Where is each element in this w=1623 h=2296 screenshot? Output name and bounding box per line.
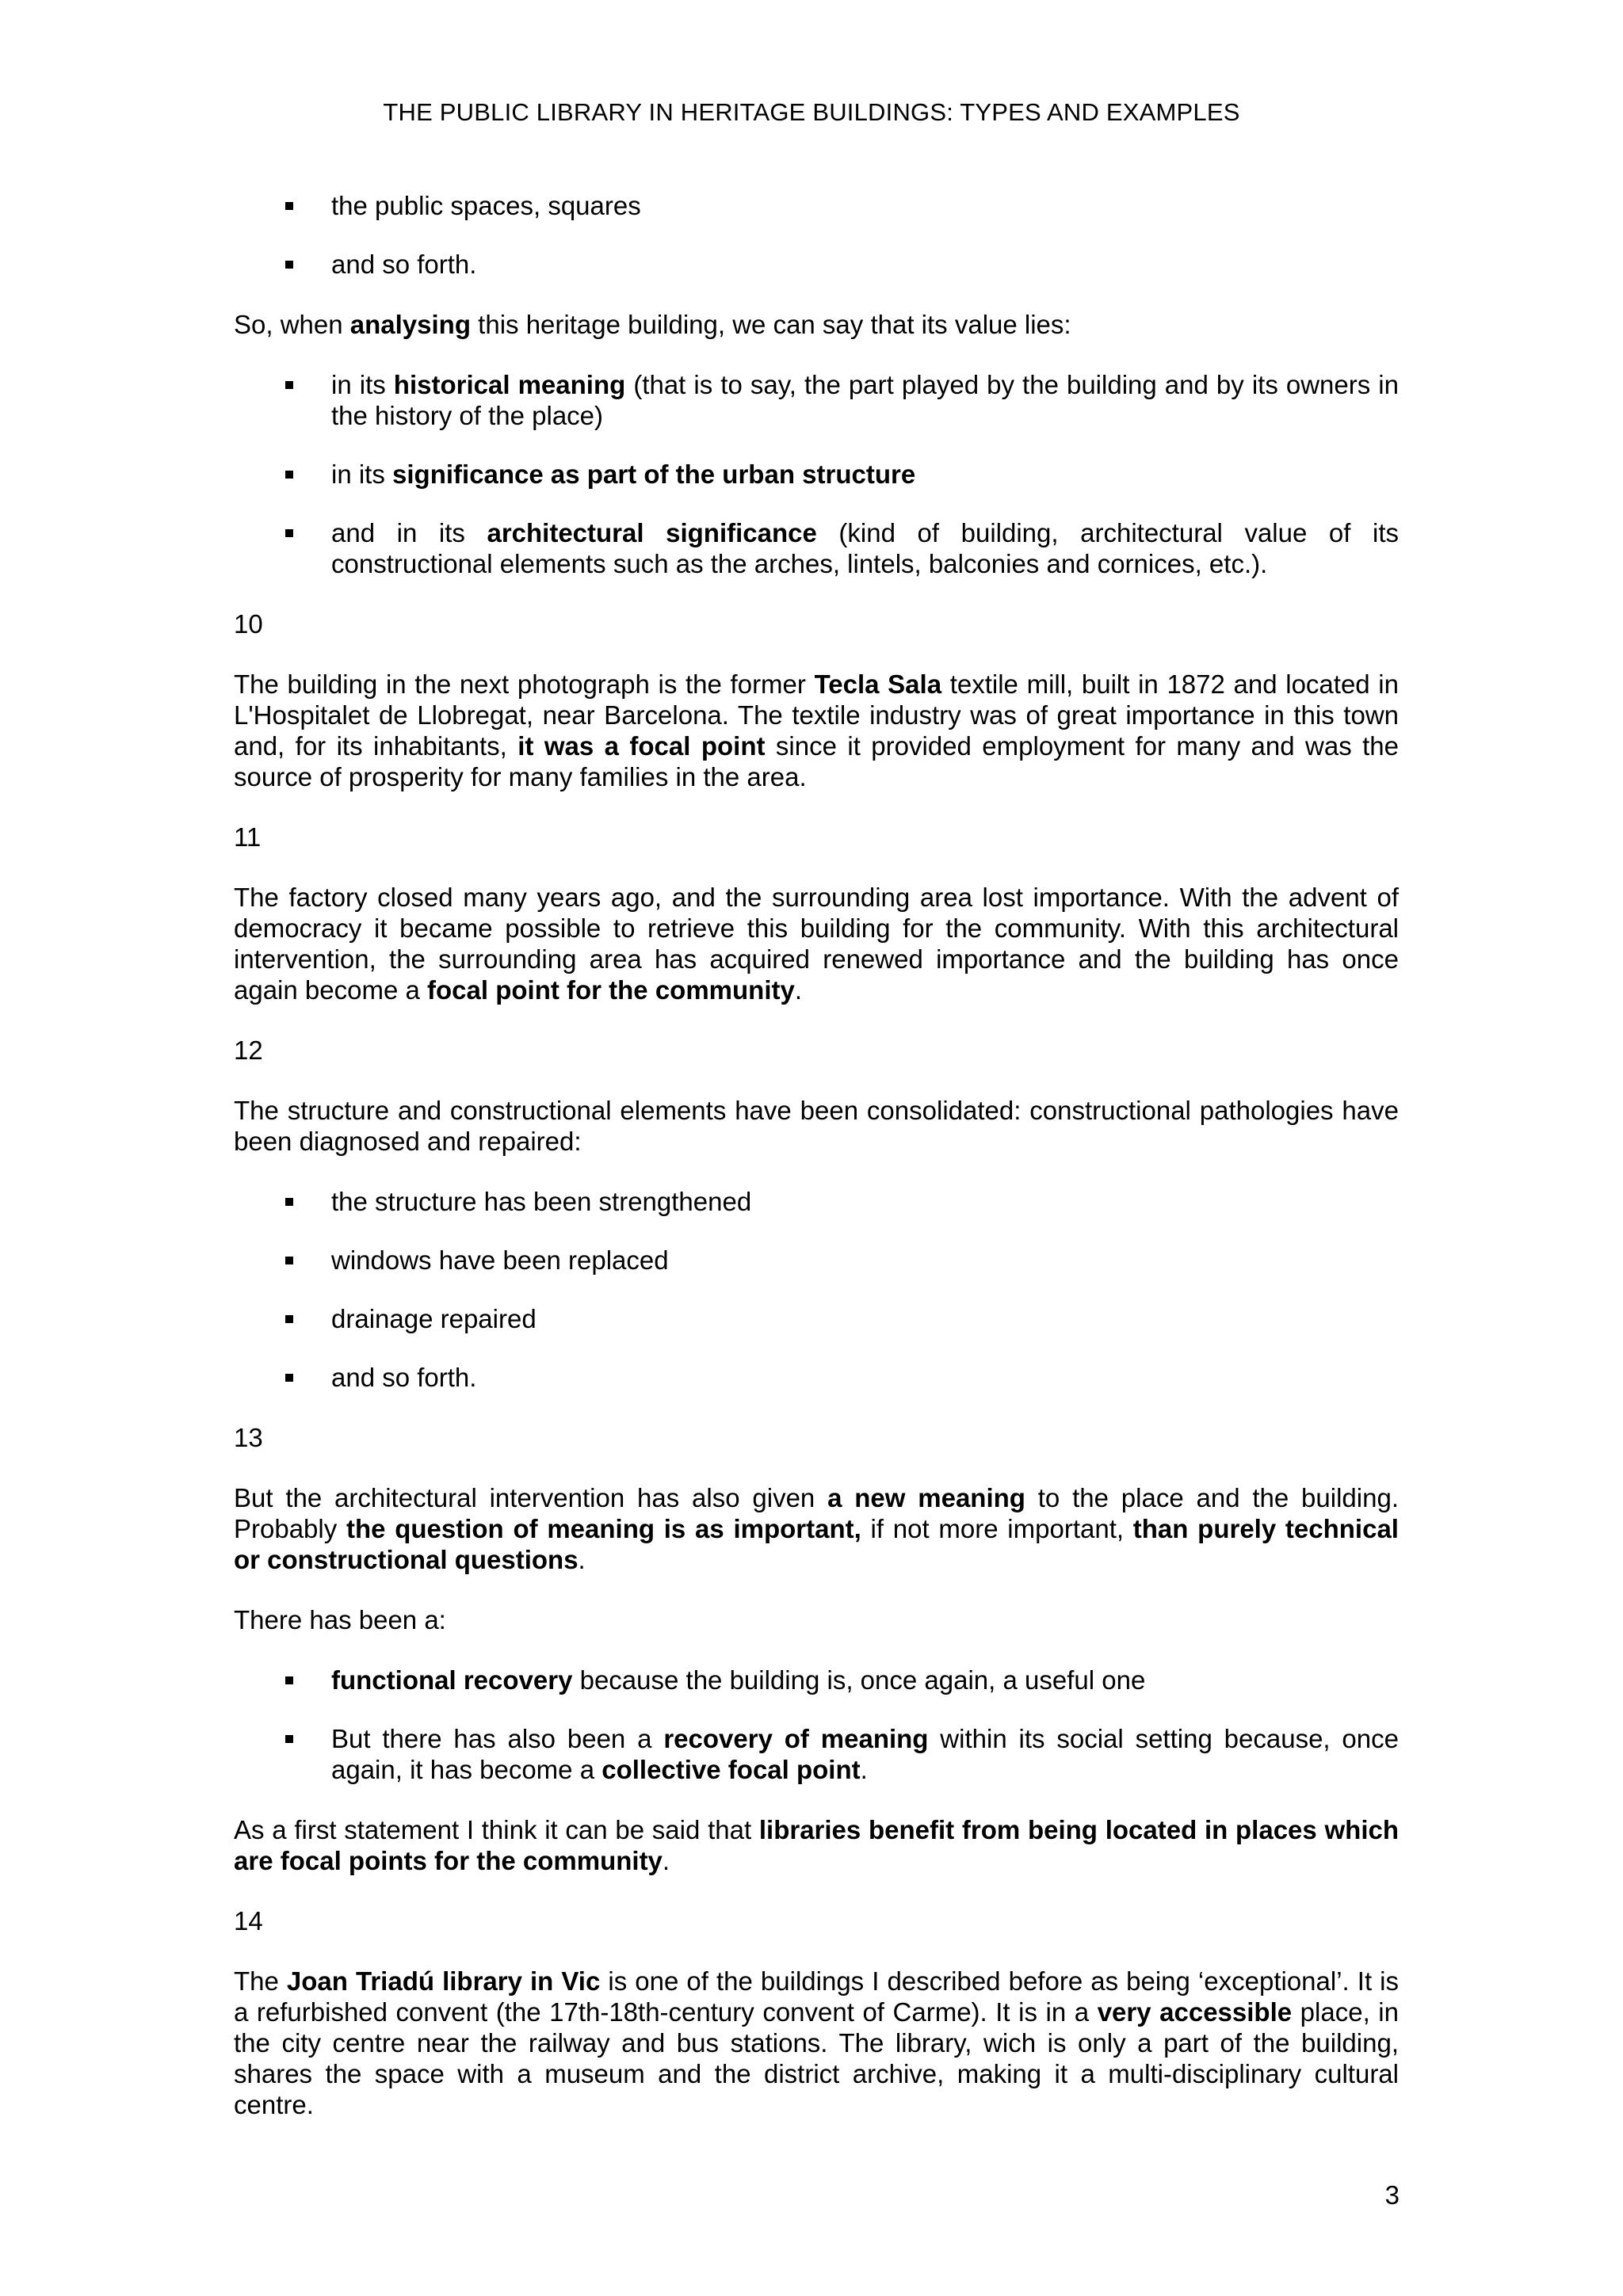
list-item: drainage repaired bbox=[234, 1303, 1399, 1334]
square-bullet-icon bbox=[285, 1735, 293, 1743]
list-item: in its significance as part of the urban structure bbox=[234, 459, 1399, 490]
bullet-list-value bbox=[234, 369, 1399, 579]
square-bullet-icon bbox=[285, 1315, 293, 1323]
slide-number: 10 bbox=[234, 609, 263, 639]
paragraph-first-statement: As a first statement I think it can be said that libraries benefit from being located in places which are focal points for the community. bbox=[234, 1815, 1399, 1875]
paragraph-factory: The factory closed many years ago, and the surrounding area lost importance. With the advent of democracy it became possible to retrieve this building for the community. With this architectural intervention, the surrounding area has acquired renewed importance and the building has once again become a focal point for the community. bbox=[234, 883, 1399, 1005]
square-bullet-icon bbox=[285, 1257, 293, 1264]
square-bullet-icon bbox=[285, 471, 293, 479]
list-item: and so forth. bbox=[234, 1362, 1399, 1393]
square-bullet-icon bbox=[285, 1198, 293, 1206]
page-number: 3 bbox=[1384, 2180, 1400, 2210]
list-item: windows have been replaced bbox=[234, 1245, 1399, 1276]
slide-number: 14 bbox=[234, 1906, 263, 1936]
square-bullet-icon bbox=[285, 202, 293, 210]
slide-number: 11 bbox=[234, 822, 262, 852]
list-item: functional recovery because the building is, once again, a useful one bbox=[234, 1665, 1399, 1695]
paragraph-structure: The structure and constructional elements have been consolidated: constructional pathologies have been diagnosed and repaired: bbox=[234, 1096, 1399, 1156]
square-bullet-icon bbox=[285, 381, 293, 389]
running-header: THE PUBLIC LIBRARY IN HERITAGE BUILDINGS: TYPES AND EXAMPLES bbox=[383, 98, 1240, 126]
paragraph-there-has-been: There has been a: bbox=[234, 1605, 446, 1634]
square-bullet-icon bbox=[285, 261, 293, 269]
square-bullet-icon bbox=[285, 1676, 293, 1684]
square-bullet-icon bbox=[285, 1374, 293, 1382]
paragraph-joan-triadu: The Joan Triadú library in Vic is one of the buildings I described before as being ‘exceptional’. It is a refurbished convent (the 17th-18th-century convent of Carme). It is in a very accessible place, in the city centre near the railway and bus stations. The library, wich is only a part of the building, shares the space with a museum and the district archive, making it a multi-disciplinary cultural centre. bbox=[234, 1966, 1399, 2119]
paragraph-meaning: But the architectural intervention has also given a new meaning to the place and the building. Probably the question of meaning is as important, if not more important, than purely technical or constructional questions. bbox=[234, 1483, 1399, 1574]
paragraph-value: So, when analysing this heritage building, we can say that its value lies: bbox=[234, 310, 1071, 339]
body-text bbox=[234, 190, 1399, 2149]
paragraph-tecla-sala: The building in the next photograph is the former Tecla Sala textile mill, built in 1872 and located in L'Hospitalet de Llobregat, near Barcelona. The textile industry was of great importance in this town and, for its inhabitants, it was a focal point since it provided employment for many and was the source of prosperity for many families in the area. bbox=[234, 669, 1399, 791]
list-item: and so forth. bbox=[234, 249, 1399, 280]
list-item: the structure has been strengthened bbox=[234, 1186, 1399, 1217]
bullet-list-recovery bbox=[234, 1665, 1399, 1785]
slide-number: 13 bbox=[234, 1423, 263, 1452]
list-item: and in its architectural significance (kind of building, architectural value of its constructional elements such as the arches, lintels, balconies and cornices, etc.). bbox=[234, 517, 1399, 579]
bullet-list-spaces bbox=[234, 190, 1399, 280]
slide-number: 12 bbox=[234, 1035, 263, 1065]
bullet-list-repairs bbox=[234, 1186, 1399, 1393]
list-item: But there has also been a recovery of meaning within its social setting because, once again, it has become a collective focal point. bbox=[234, 1723, 1399, 1785]
list-item: the public spaces, squares bbox=[234, 190, 1399, 221]
square-bullet-icon bbox=[285, 529, 293, 537]
list-item: in its historical meaning (that is to say, the part played by the building and by its owners in the history of the place) bbox=[234, 369, 1399, 431]
